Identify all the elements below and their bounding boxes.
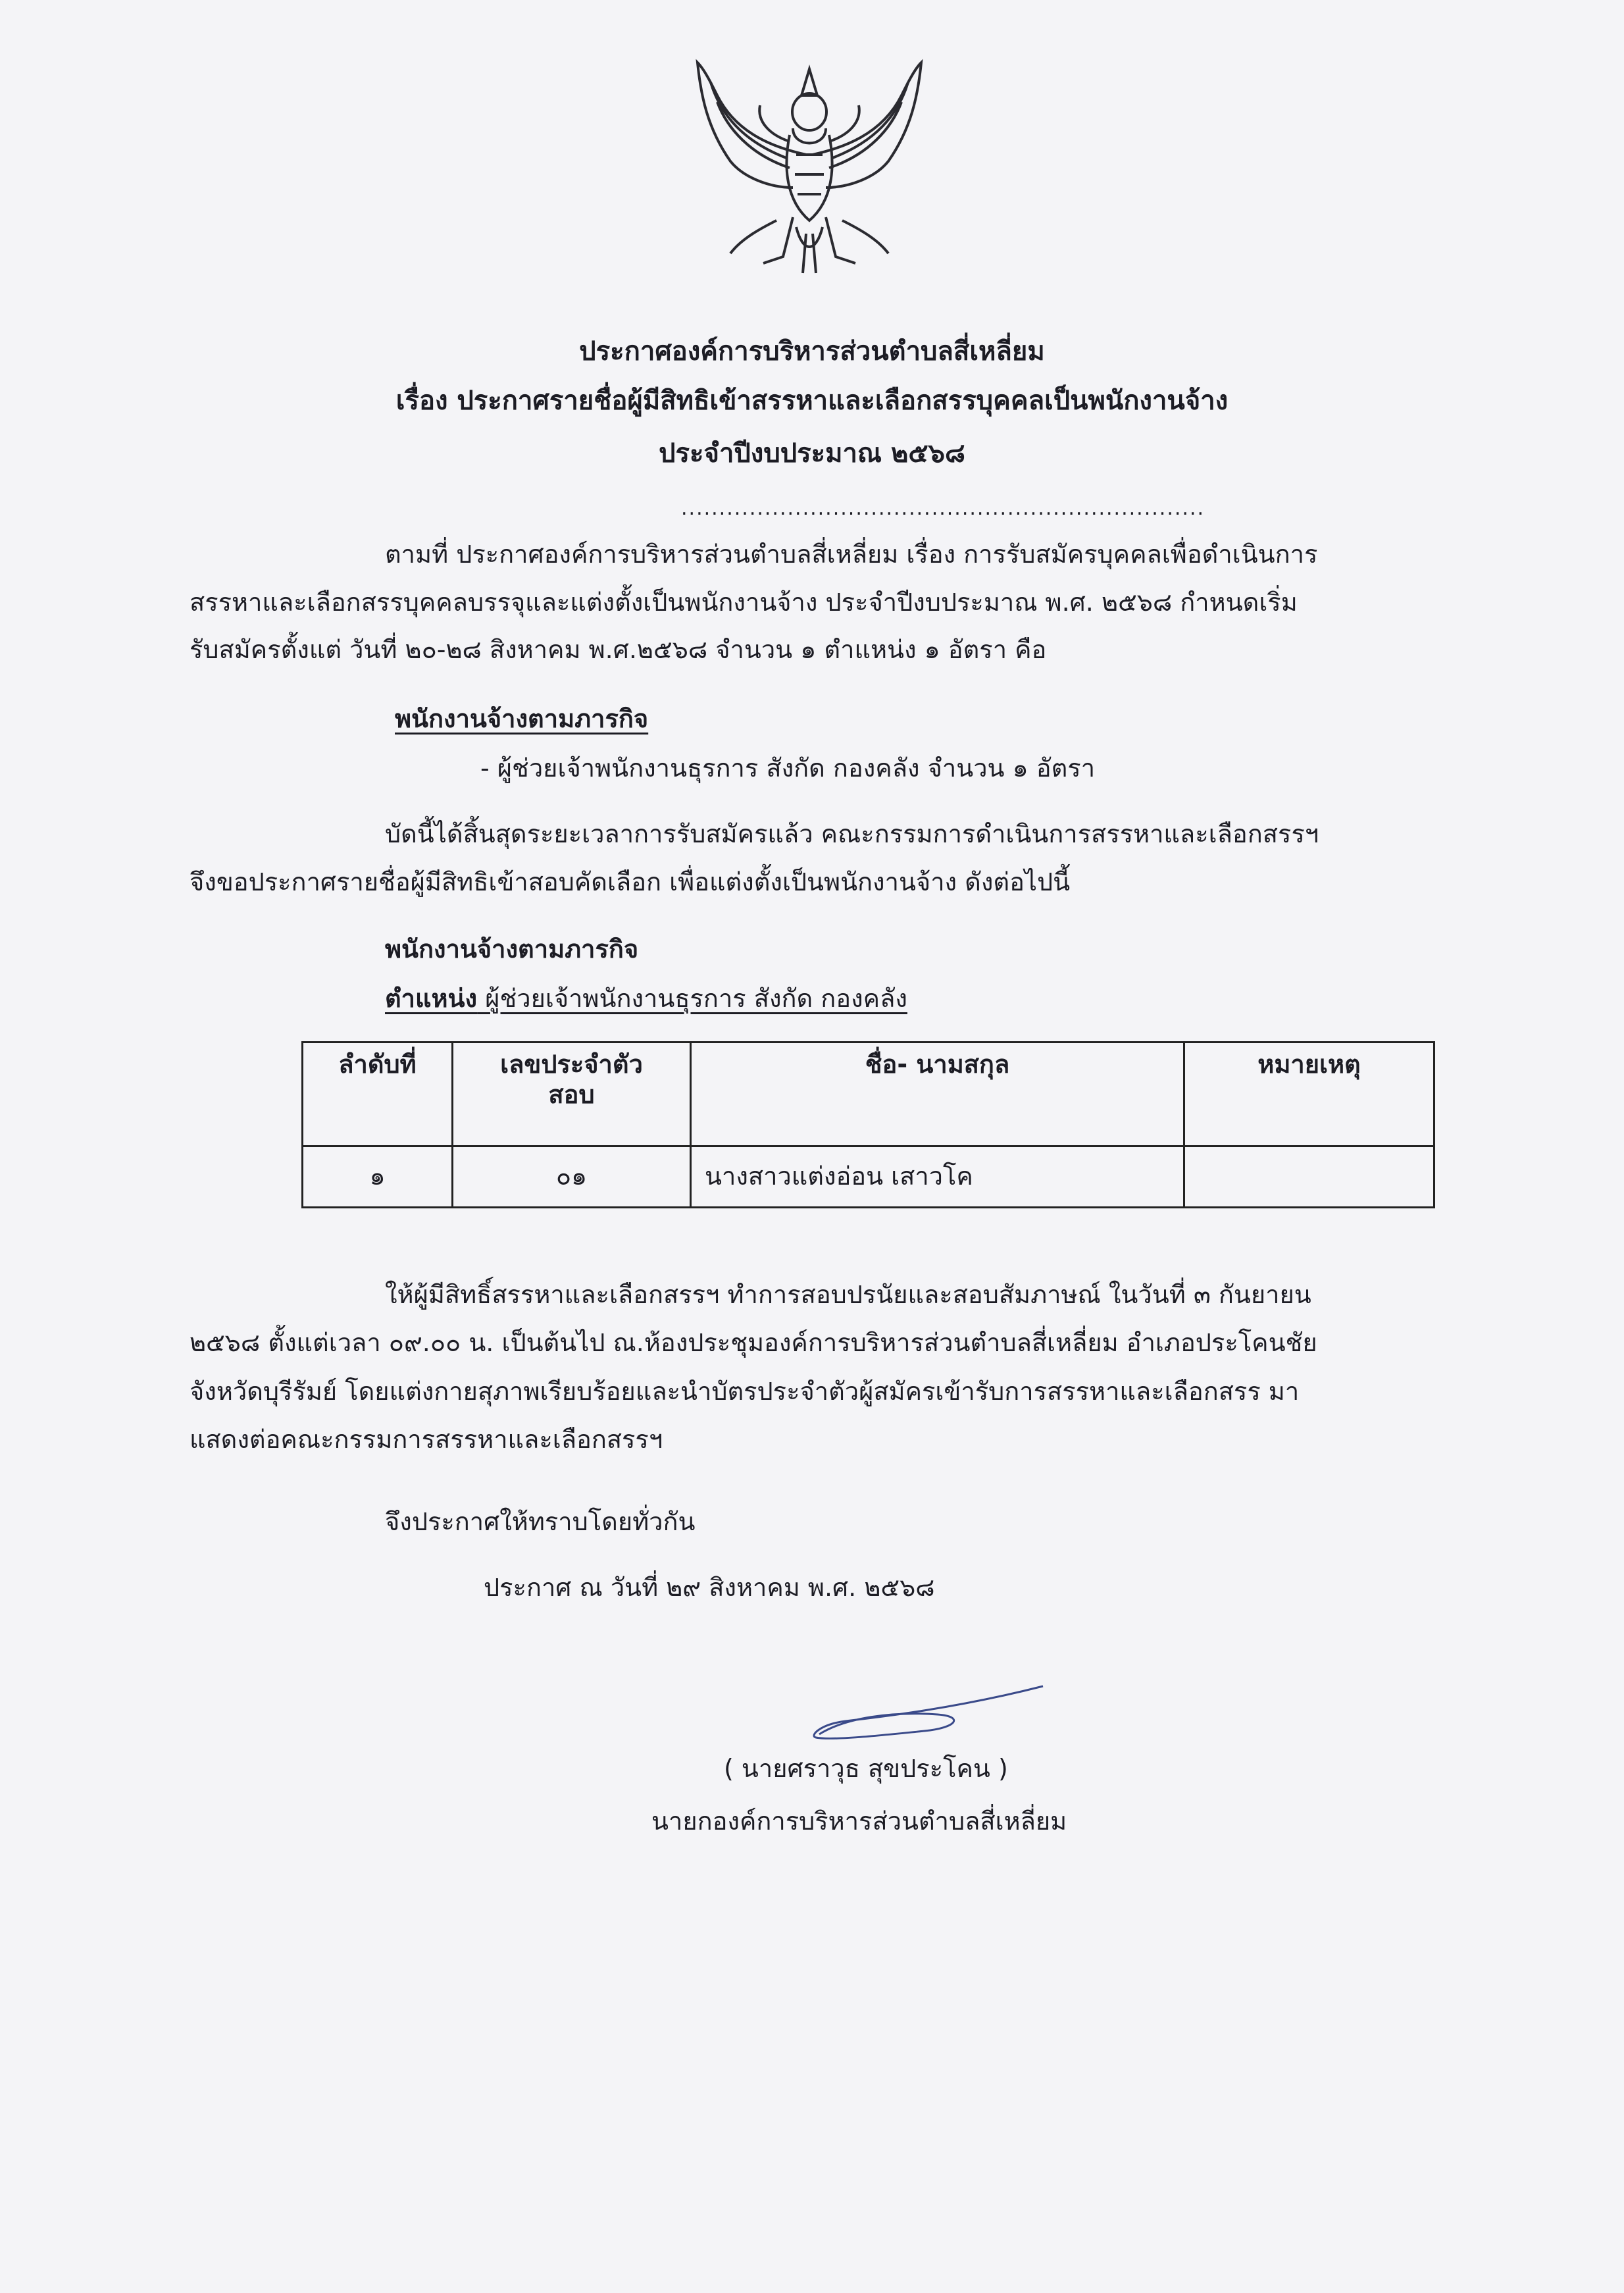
signatory-title: นายกองค์การบริหารส่วนตำบลสี่เหลี่ยม xyxy=(651,1807,1067,1836)
list-category: พนักงานจ้างตามภารกิจ xyxy=(385,935,639,964)
org-title: ประกาศองค์การบริหารส่วนตำบลสี่เหลี่ยม xyxy=(579,336,1045,367)
header-divider: ..................................................................... xyxy=(681,497,1205,520)
exam-line-3: จังหวัดบุรีรัมย์ โดยแต่งกายสุภาพเรียบร้อยและนำบัตรประจำตัวผู้สมัครเข้ารับการสรรหาและเลือกสรร มา xyxy=(190,1377,1300,1406)
cell-exam-id: ๐๑ xyxy=(453,1146,691,1208)
announce-notice: จึงประกาศให้ทราบโดยทั่วกัน xyxy=(385,1507,696,1536)
intro-line-2: สรรหาและเลือกสรรบุคคลบรรจุและแต่งตั้งเป็นพนักงานจ้าง ประจำปีงบประมาณ พ.ศ. ๒๕๖๘ กำหนดเริ่ม xyxy=(190,588,1298,617)
intro-line-3: รับสมัครตั้งแต่ วันที่ ๒๐-๒๘ สิงหาคม พ.ศ.๒๕๖๘ จำนวน ๑ ตำแหน่ง ๑ อัตรา คือ xyxy=(190,635,1047,664)
header-name: ชื่อ- นามสกุล xyxy=(691,1043,1184,1146)
exam-line-1: ให้ผู้มีสิทธิ์สรรหาและเลือกสรรฯ ทำการสอบปรนัยและสอบสัมภาษณ์ ในวันที่ ๓ กันยายน xyxy=(385,1280,1311,1309)
cell-name: นางสาวแต่งอ่อน เสาวโค xyxy=(691,1146,1184,1208)
closing-line-2: จึงขอประกาศรายชื่อผู้มีสิทธิเข้าสอบคัดเลือก เพื่อแต่งตั้งเป็นพนักงานจ้าง ดังต่อไปนี้ xyxy=(190,867,1071,896)
position-heading: พนักงานจ้างตามภารกิจ xyxy=(395,704,649,733)
fiscal-year-title: ประจำปีงบประมาณ ๒๕๖๘ xyxy=(659,438,965,469)
header-remark: หมายเหตุ xyxy=(1184,1043,1434,1146)
position-value: ผู้ช่วยเจ้าพนักงานธุรการ สังกัด กองคลัง xyxy=(477,984,907,1013)
garuda-emblem-icon xyxy=(678,56,941,280)
table-header-row xyxy=(303,1043,1434,1146)
announce-date: ประกาศ ณ วันที่ ๒๙ สิงหาคม พ.ศ. ๒๕๖๘ xyxy=(484,1573,935,1602)
subject-title: เรื่อง ประกาศรายชื่อผู้มีสิทธิเข้าสรรหาและเลือกสรรบุคคลเป็นพนักงานจ้าง xyxy=(395,386,1229,416)
position-item: - ผู้ช่วยเจ้าพนักงานธุรการ สังกัด กองคลัง จำนวน ๑ อัตรา xyxy=(480,754,1096,783)
table-row xyxy=(303,1146,1434,1208)
exam-line-4: แสดงต่อคณะกรรมการสรรหาและเลือกสรรฯ xyxy=(190,1425,663,1454)
position-label: ตำแหน่ง xyxy=(385,984,478,1013)
exam-line-2: ๒๕๖๘ ตั้งแต่เวลา ๐๙.๐๐ น. เป็นต้นไป ณ.ห้องประชุมองค์การบริหารส่วนตำบลสี่เหลี่ยม อำเภอประโคนชัย xyxy=(190,1328,1317,1357)
header-exam-id: เลขประจำตัว สอบ xyxy=(453,1043,691,1146)
closing-line-1: บัดนี้ได้สิ้นสุดระยะเวลาการรับสมัครแล้ว คณะกรรมการดำเนินการสรรหาและเลือกสรรฯ xyxy=(385,819,1319,848)
signatory-name: ( นายศราวุธ สุขประโคน ) xyxy=(724,1754,1008,1783)
signature-icon xyxy=(806,1678,1056,1757)
header-order: ลำดับที่ xyxy=(303,1043,453,1146)
intro-line-1: ตามที่ ประกาศองค์การบริหารส่วนตำบลสี่เหลี่ยม เรื่อง การรับสมัครบุคคลเพื่อดำเนินการ xyxy=(385,540,1318,569)
cell-order: ๑ xyxy=(303,1146,453,1208)
candidate-table xyxy=(301,1041,1435,1208)
list-position xyxy=(385,984,907,1014)
cell-remark xyxy=(1184,1146,1434,1208)
